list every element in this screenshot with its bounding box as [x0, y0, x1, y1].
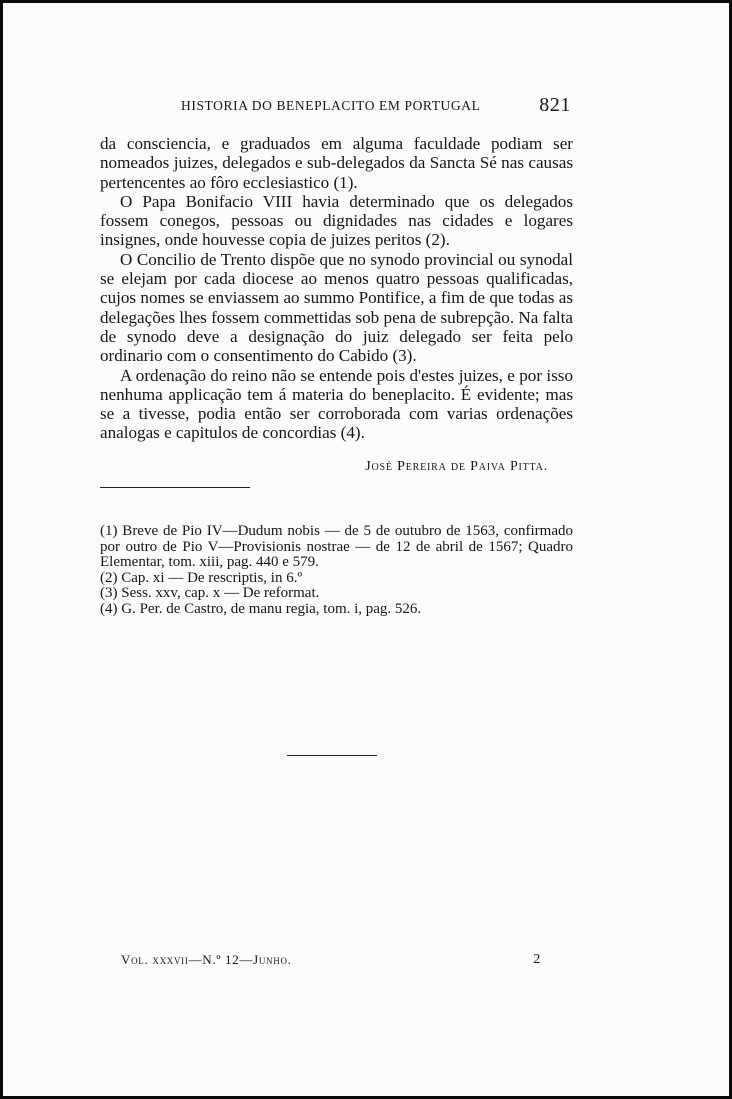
paragraph: O Concilio de Trento dispõe que no synodo provincial ou synodal se elejam por cada diocese ao menos quatro pessoas qualificadas, cujos nomes se enviassem ao summo Pontifice, a fim de que todas as delegações lhes fossem commettidas sob pena de subrepção. Na falta de synodo deve a designação do juiz delegado ser feita pelo ordinario com o consentimento do Cabido (3).: [100, 249, 573, 366]
author-signature: José Pereira de Paiva Pitta.: [365, 459, 548, 474]
footnote: (2) Cap. xi — De rescriptis, in 6.º: [100, 569, 303, 586]
footnote: (1) Breve de Pio IV—Dudum nobis — de 5 de outubro de 1563, confirmado por outro de Pio V—Provisionis nostrae — de 12 de abril de 1567; Quadro Elementar, tom. xiii, pag. 440 e 579.: [100, 523, 573, 571]
paragraph: da consciencia, e graduados em alguma faculdade podiam ser nomeados juizes, delegados e sub-delegados da Sancta Sé nas causas pertencentes ao fôro ecclesiastico (1).: [100, 134, 573, 192]
volume-line: Vol. xxxvii—N.º 12—Junho.: [121, 952, 292, 967]
bottom-divider: [287, 755, 377, 756]
paragraph: O Papa Bonifacio VIII havia determinado que os delegados fossem conegos, pessoas ou dignidades nas cidades e logares insignes, onde houvesse copia de juizes peritos (2).: [100, 191, 573, 250]
page-number: 821: [539, 94, 571, 116]
body-text: [100, 134, 573, 443]
footnote: (4) G. Per. de Castro, de manu regia, tom. i, pag. 526.: [100, 600, 422, 617]
section-divider: [100, 487, 250, 488]
footnote: (3) Sess. xxv, cap. x — De reformat.: [100, 585, 320, 602]
running-title: HISTORIA DO BENEPLACITO EM PORTUGAL: [181, 98, 481, 113]
signature-mark: 2: [533, 952, 541, 967]
footnotes: [100, 524, 573, 618]
paragraph: A ordenação do reino não se entende pois d'estes juizes, e por isso nenhuma applicação tem á materia do beneplacito. É evidente; mas se a tivesse, podia então ser corroborada com varias ordenações analogas e capitulos de concordias (4).: [100, 365, 573, 443]
